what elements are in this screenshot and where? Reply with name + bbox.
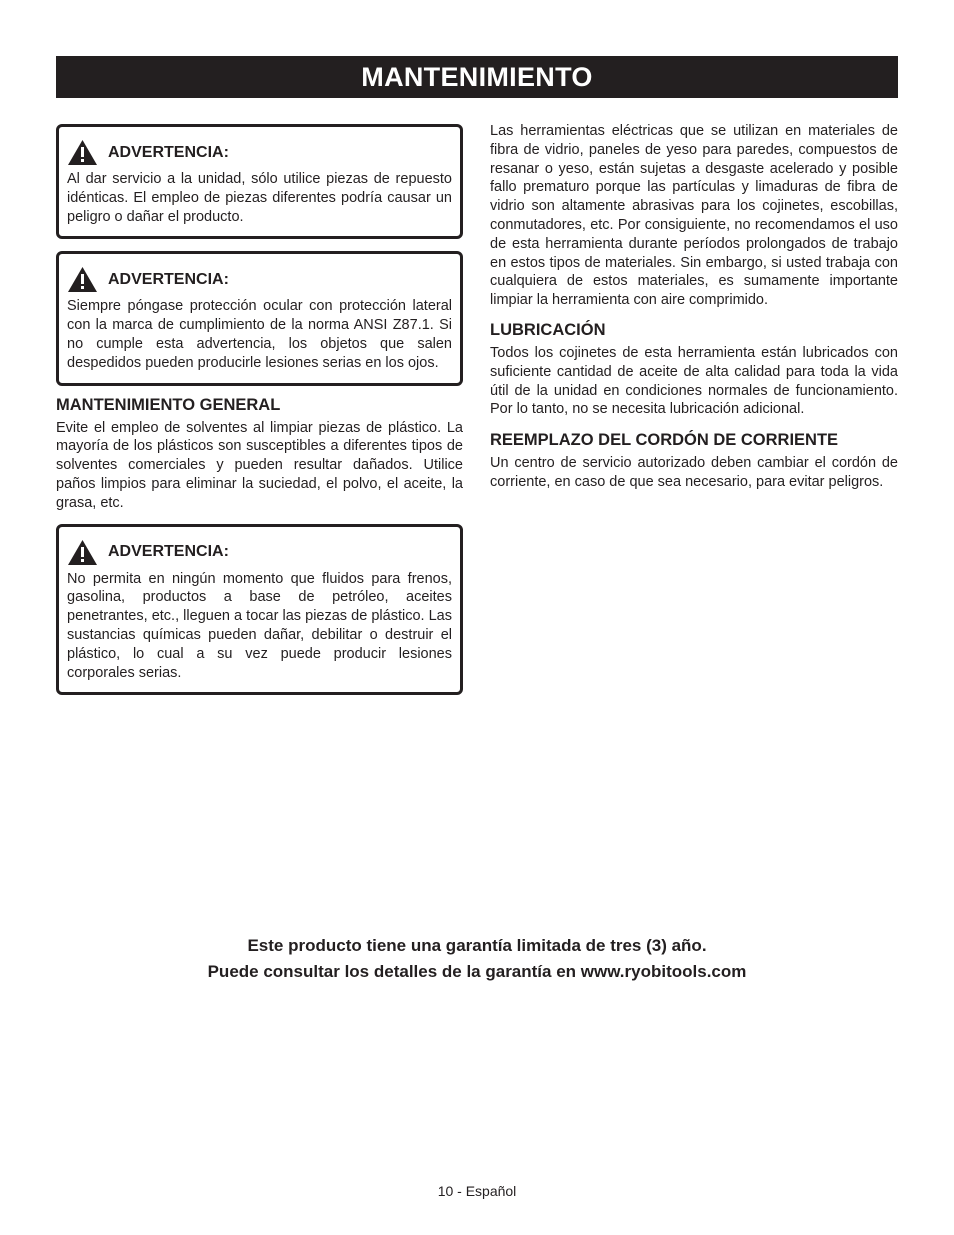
right-column <box>490 122 898 492</box>
warning-box-eye-protection <box>56 251 463 385</box>
section-text: Evite el empleo de solventes al limpiar piezas de plástico. La mayoría de los plásticos son susceptibles a diferentes tipos de solventes comerciales y pueden resultar dañados. Utilice paños limpios para eliminar la suciedad, el polvo, el aceite, la grasa, etc. <box>56 419 463 511</box>
section-lubrication <box>490 321 898 419</box>
warning-header <box>67 139 452 166</box>
warning-title: ADVERTENCIA: <box>108 270 229 288</box>
warning-header <box>67 539 452 566</box>
warning-text: Al dar servicio a la unidad, sólo utilice piezas de repuesto idénticas. El empleo de piezas diferentes podría causar un peligro o dañar el producto. <box>67 171 452 225</box>
section-title: MANTENIMIENTO GENERAL <box>56 395 281 414</box>
left-column <box>56 124 463 695</box>
warning-header <box>67 266 452 293</box>
section-title: REEMPLAZO DEL CORDÓN DE CORRIENTE <box>490 431 839 450</box>
section-text: Un centro de servicio autorizado deben cambiar el cordón de corriente, en caso de que sea necesario, para evitar peligros. <box>490 455 898 490</box>
section-title: LUBRICACIÓN <box>490 320 606 339</box>
page-number: 10 - Español <box>437 1183 517 1199</box>
warning-box-chemicals <box>56 524 463 696</box>
page-title: MANTENIMIENTO <box>56 56 898 98</box>
intro-text: Las herramientas eléctricas que se utilizan en materiales de fibra de vidrio, paneles de yeso para paredes, compuestos de resanar o yeso, están sujetas a desgaste acelerado y posible fallo prematuro porque las partículas y limaduras de fibra de vidrio son altamente abrasivas para los cojinetes, escobillas, conmutadores, etc. Por consiguiente, no recomendamos el uso de esta herramienta durante períodos prolongados de trabajo en estos tipos de materiales. Sin embargo, si usted trabaja con cualquiera de estos materiales, es sumamente importante limpiar la herramienta con aire comprimido. <box>490 123 898 309</box>
section-text: Todos los cojinetes de esta herramienta están lubricados con suficiente cantidad de aceite de alta calidad para toda la vida útil de la unidad en condiciones normales de funcionamiento. Por lo tanto, no se necesita lubricación adicional. <box>490 344 898 418</box>
warning-box-replacement-parts <box>56 124 463 239</box>
warning-triangle-icon <box>67 539 98 566</box>
warning-title: ADVERTENCIA: <box>108 143 229 161</box>
warning-triangle-icon <box>67 266 98 293</box>
warning-triangle-icon <box>67 139 98 166</box>
warning-text: Siempre póngase protección ocular con protección lateral con la marca de cumplimiento de la norma ANSI Z87.1. Si no cumple esta advertencia, los objetos que salen despedidos pueden producirle lesiones serias en los ojos. <box>67 298 452 371</box>
warranty-line-1: Este producto tiene una garantía limitada de tres (3) año. <box>247 936 707 955</box>
section-general-maintenance <box>56 396 463 513</box>
warning-text: No permita en ningún momento que fluidos para frenos, gasolina, productos a base de petróleo, aceites penetrantes, etc., lleguen a tocar las piezas de plástico. Las sustancias químicas pueden dañar, debilitar o destruir el plástico, lo cual a su vez puede producir lesiones corporales serias. <box>67 570 452 681</box>
warranty-notice <box>0 933 954 985</box>
section-cord-replacement <box>490 431 898 492</box>
warranty-line-2: Puede consultar los detalles de la garantía en www.ryobitools.com <box>207 962 747 981</box>
warning-title: ADVERTENCIA: <box>108 543 229 561</box>
